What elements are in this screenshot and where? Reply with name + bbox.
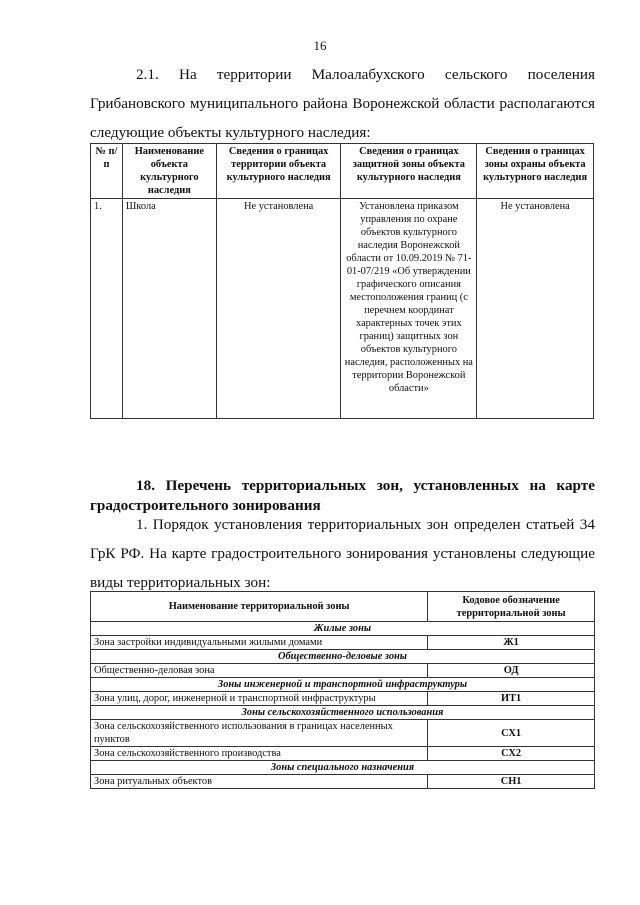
row-territory: Не установлена xyxy=(216,199,341,419)
table-row xyxy=(91,664,595,678)
row-name: Школа xyxy=(122,199,216,419)
zone-name: Зона улиц, дорог, инженерной и транспортной инфраструктуры xyxy=(91,692,428,706)
header-name: Наименование объекта культурного наследия xyxy=(122,144,216,199)
territorial-zones-table xyxy=(90,591,595,789)
table-row xyxy=(91,720,595,747)
header-zone-name: Наименование территориальной зоны xyxy=(91,592,428,622)
zone-name: Зона застройки индивидуальными жилыми домами xyxy=(91,636,428,650)
zone-group-row xyxy=(91,622,595,636)
intro-line-3: следующие объекты культурного наследия: xyxy=(90,124,371,141)
intro-paragraph xyxy=(90,60,595,147)
table-row xyxy=(91,747,595,761)
table-row xyxy=(91,636,595,650)
section-title-line-2: градостроительного зонирования xyxy=(90,497,321,514)
table-row xyxy=(91,775,595,789)
intro-line-1: 2.1. На территории Малоалабухского сельского поселения xyxy=(136,66,595,83)
page-number: 16 xyxy=(313,38,327,53)
zone-code: ОД xyxy=(428,664,595,678)
header-security-zone: Сведения о границах зоны охраны объекта культурного наследия xyxy=(477,144,594,199)
zone-code: Ж1 xyxy=(428,636,595,650)
zones-paragraph xyxy=(90,510,595,597)
zone-code: СХ1 xyxy=(428,720,595,747)
header-territory: Сведения о границах территории объекта культурного наследия xyxy=(216,144,341,199)
zone-group-title: Зоны специального назначения xyxy=(91,761,595,775)
zone-group-title: Общественно-деловые зоны xyxy=(91,650,595,664)
row-security-zone: Не установлена xyxy=(477,199,594,419)
para-line-2: ГрК РФ. На карте градостроительного зонирования установлены следующие xyxy=(90,545,595,562)
zone-group-row xyxy=(91,678,595,692)
zone-group-title: Жилые зоны xyxy=(91,622,595,636)
zone-group-title: Зоны инженерной и транспортной инфраструктуры xyxy=(91,678,595,692)
header-zone-code: Кодовое обозначение территориальной зоны xyxy=(428,592,595,622)
zone-name: Зона сельскохозяйственного производства xyxy=(91,747,428,761)
zone-name: Зона ритуальных объектов xyxy=(91,775,428,789)
header-number: № п/п xyxy=(91,144,123,199)
zones-header-row xyxy=(91,592,595,622)
table-header-row xyxy=(91,144,594,199)
header-protective-zone: Сведения о границах защитной зоны объекта культурного наследия xyxy=(341,144,477,199)
zone-code: СХ2 xyxy=(428,747,595,761)
zone-name: Зона сельскохозяйственного использования в границах населенных пунктов xyxy=(91,720,428,747)
zone-group-row xyxy=(91,650,595,664)
zone-name: Общественно-деловая зона xyxy=(91,664,428,678)
zone-group-title: Зоны сельскохозяйственного использования xyxy=(91,706,595,720)
para-line-1: 1. Порядок установления территориальных зон определен статьей 34 xyxy=(136,516,595,533)
table-row xyxy=(91,692,595,706)
row-number: 1. xyxy=(91,199,123,419)
zone-code: ИТ1 xyxy=(428,692,595,706)
para-line-3: виды территориальных зон: xyxy=(90,574,271,591)
zone-group-row xyxy=(91,706,595,720)
zone-code: СН1 xyxy=(428,775,595,789)
section-title-line-1: 18. Перечень территориальных зон, установленных на карте xyxy=(136,477,595,494)
zone-group-row xyxy=(91,761,595,775)
row-protective-zone: Установлена приказом управления по охране объектов культурного наследия Воронежской области от 10.09.2019 № 71-01-07/219 «Об утверждении графического описания местоположения границ (с перечнем координат характерных точек этих границ) защитных зон объектов культурного наследия, расположенных на территории Воронежской области» xyxy=(341,199,477,419)
intro-line-2: Грибановского муниципального района Воронежской области располагаются xyxy=(90,95,595,112)
heritage-objects-table xyxy=(90,143,594,419)
table-row xyxy=(91,199,594,419)
